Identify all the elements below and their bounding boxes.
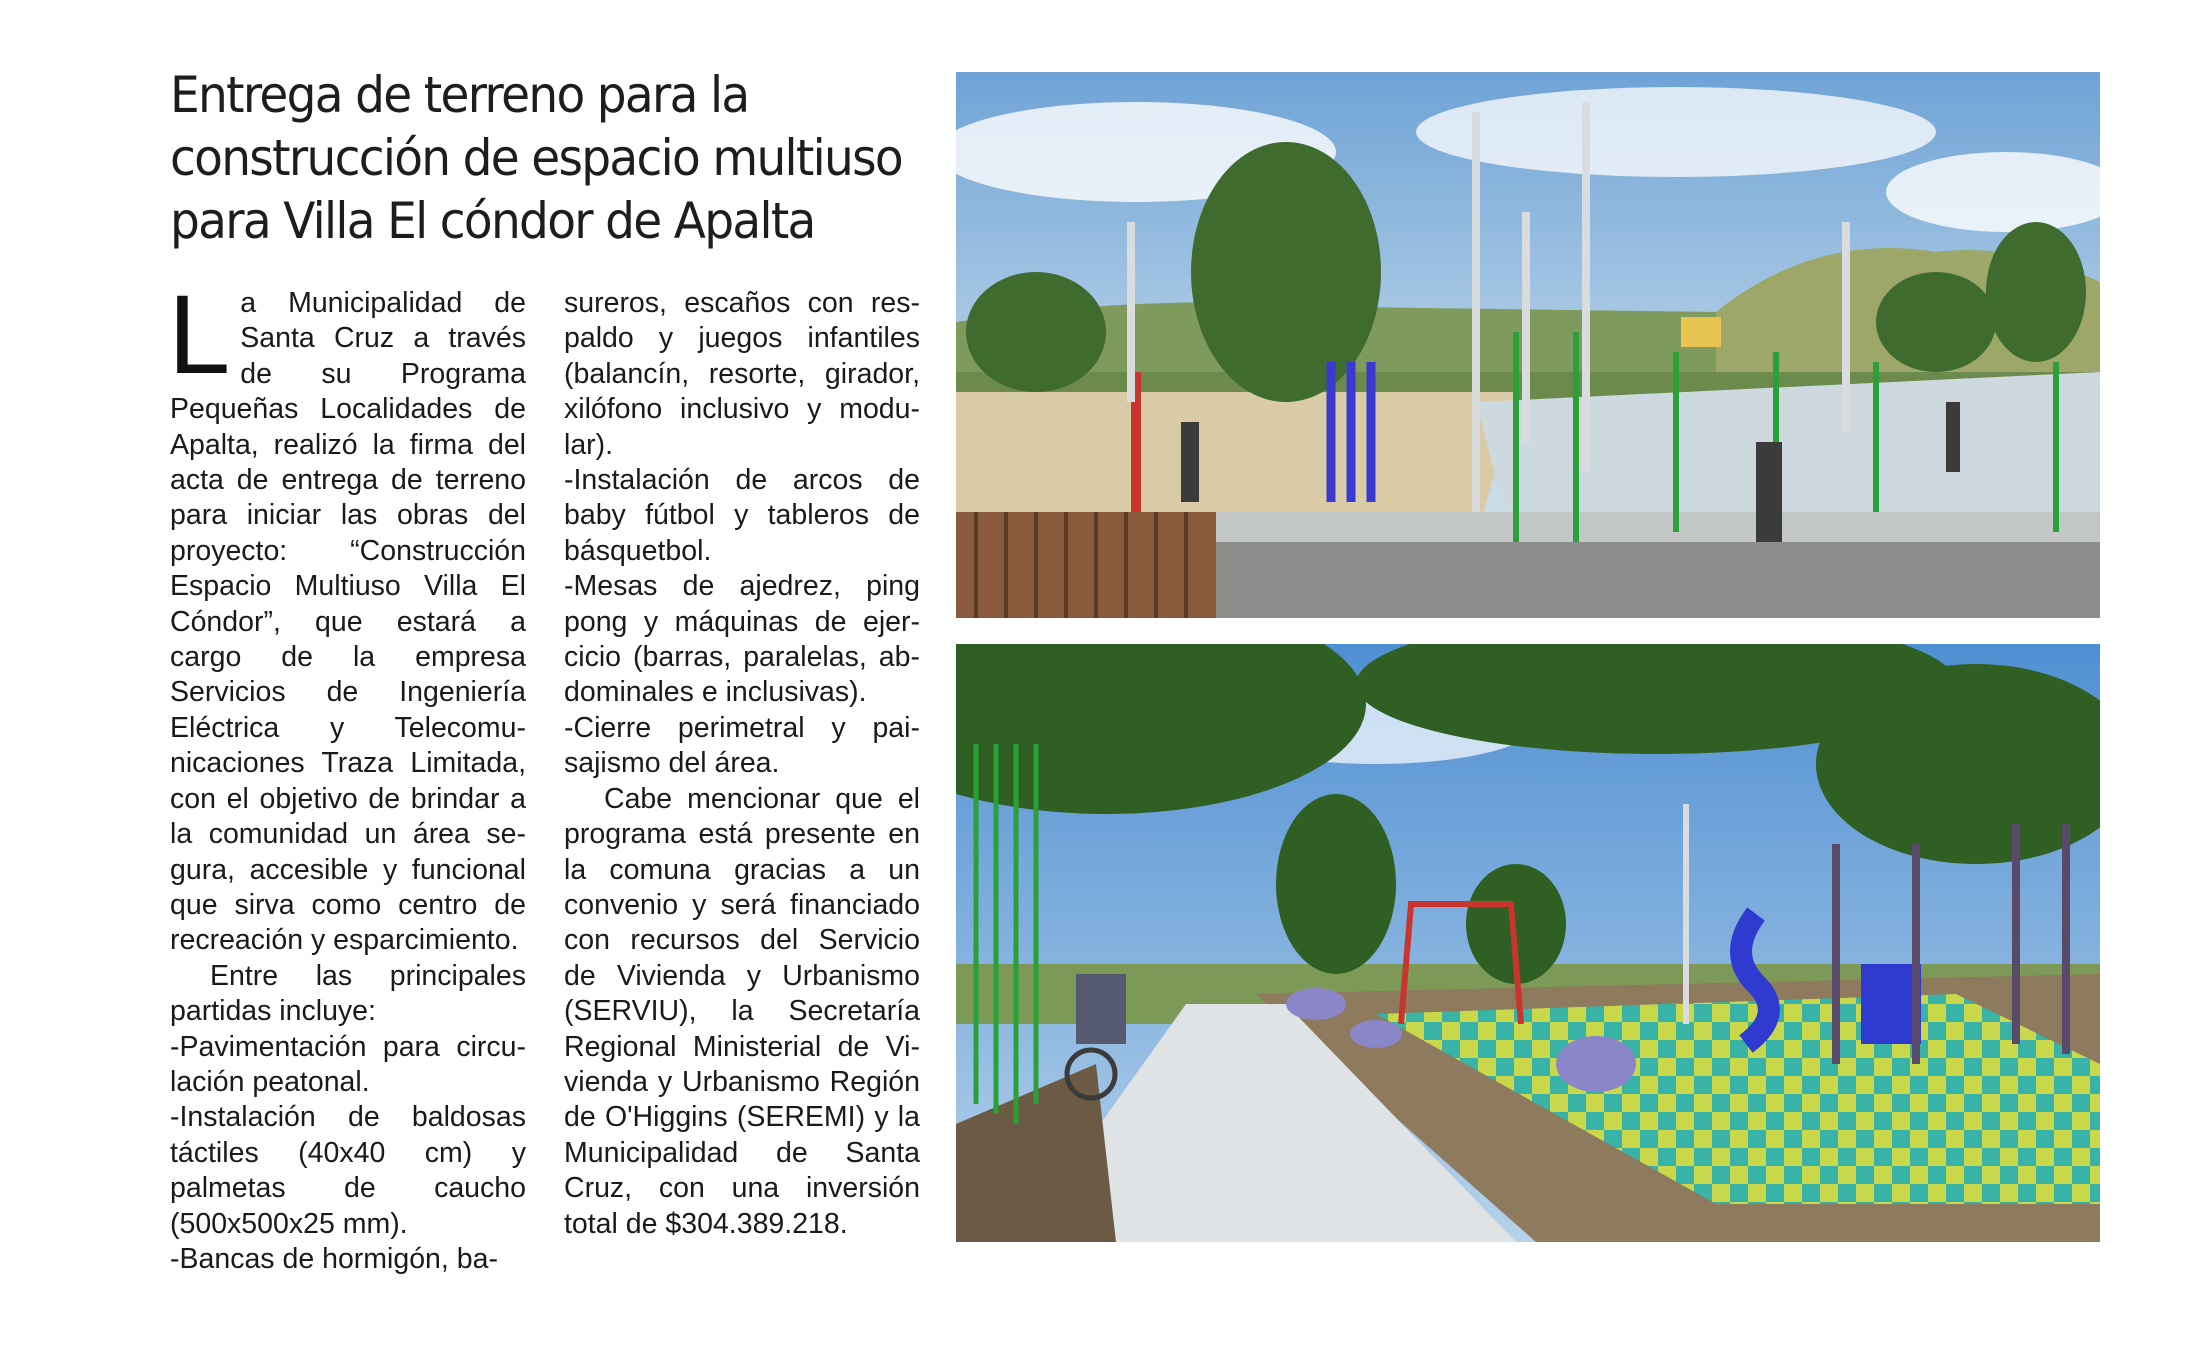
headline-line-3: para Villa El cóndor de Apalta <box>170 192 815 250</box>
article-column-1 <box>168 272 526 1277</box>
list-item: -Instalación de arcos de baby fútbol y tableros de básquetbol. <box>564 464 920 567</box>
list-item: -Instalación de baldosas táctiles (40x40 cm) y palmetas de caucho (500x500x25 mm). <box>170 1101 526 1240</box>
list-item: -Bancas de hormigón, ba- <box>170 1242 498 1275</box>
paragraph: Cabe mencionar que el programa está presente en la comuna gracias a un convenio y será financiado con recursos del Servicio de Vivienda y Urbanismo (SERVIU), la Secretaría Regional Ministerial de Vivienda y Urbanismo Región de O'Higgins (SEREMI) y la Municipalidad de Santa Cruz, con una inversión total de $304.389.218. <box>564 782 920 1240</box>
headline-line-1: Entrega de terreno para la <box>170 66 749 124</box>
article-column-2 <box>564 286 920 1242</box>
render-image-playground <box>956 644 2100 1242</box>
drop-cap: L <box>168 272 231 397</box>
paragraph: Entre las principales partidas incluye: <box>170 959 526 1028</box>
intro-paragraph <box>168 272 526 959</box>
render-image-sports-court <box>956 72 2100 618</box>
headline-line-2: construcción de espacio multiuso <box>170 129 902 187</box>
list-item: -Mesas de ajedrez, ping pong y máquinas de ejercicio (barras, paralelas, abdominales e inclusivas). <box>564 570 920 709</box>
list-item: -Pavimentación para circulación peatonal. <box>170 1030 526 1098</box>
headline <box>170 64 902 253</box>
intro-text: a Municipalidad de Santa Cruz a través de su Programa Pequeñas Localidades de Apalta, realizó la firma del acta de entrega de terreno para iniciar las obras del proyecto: “Construcción Espacio Multiuso Villa El Cóndor”, que estará a cargo de la empresa Servicios de Ingeniería Eléctrica y Telecomunicaciones Traza Limitada, con el objetivo de brindar a la comunidad un área segura, accesible y funcional que sirva como centro de recreación y esparcimiento. <box>170 287 526 957</box>
list-item: sureros, escaños con respaldo y juegos infantiles (balancín, resorte, girador, xilófono inclusivo y modular). <box>564 287 920 461</box>
list-item: -Cierre perimetral y paisajismo del área. <box>564 711 920 780</box>
